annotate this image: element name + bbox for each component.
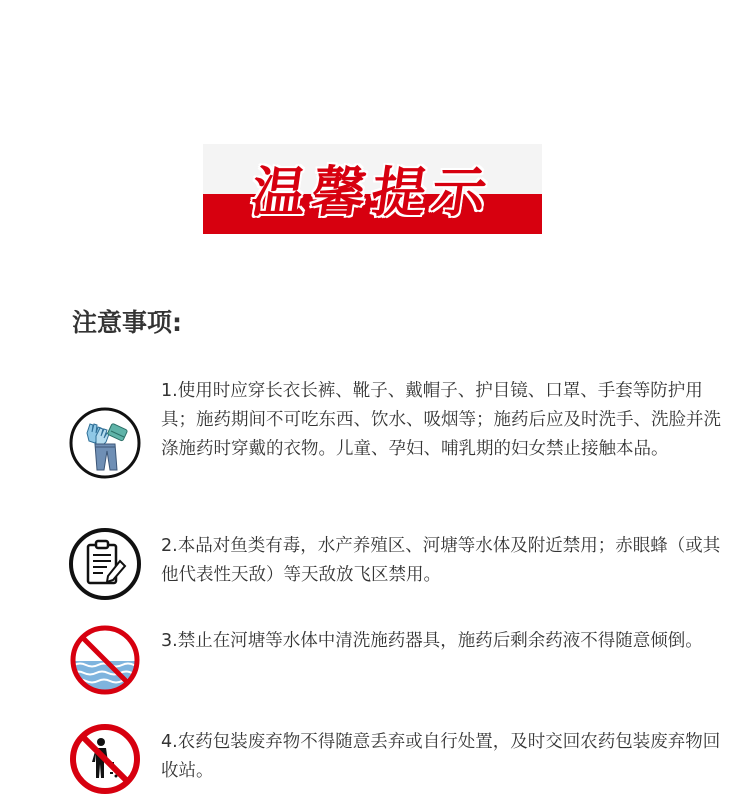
no-water-washing-icon — [68, 623, 142, 697]
notice-text-3: 3.禁止在河塘等水体中清洗施药器具，施药后剩余药液不得随意倾倒。 — [161, 631, 703, 651]
warm-tips-banner — [203, 144, 542, 234]
protective-gear-icon — [68, 406, 142, 480]
banner-title: 温馨提示 — [247, 160, 497, 224]
section-heading: 注意事项: — [72, 308, 182, 337]
notice-text-2: 2.本品对鱼类有毒，水产养殖区、河塘等水体及附近禁用；赤眼蜂（或其他代表性天敌）等天敌放飞区禁用。 — [161, 536, 721, 585]
notice-text-4: 4.农药包装废弃物不得随意丢弃或自行处置，及时交回农药包装废弃物回收站。 — [161, 732, 721, 781]
no-littering-icon — [68, 722, 142, 796]
notice-text-1: 1.使用时应穿长衣长裤、靴子、戴帽子、护目镜、口罩、手套等防护用具；施药期间不可吃东西、饮水、吸烟等；施药后应及时洗手、洗脸并洗涤施药时穿戴的衣物。儿童、孕妇、哺乳期的妇女禁止接触本品。 — [161, 381, 721, 459]
clipboard-icon — [68, 527, 142, 601]
